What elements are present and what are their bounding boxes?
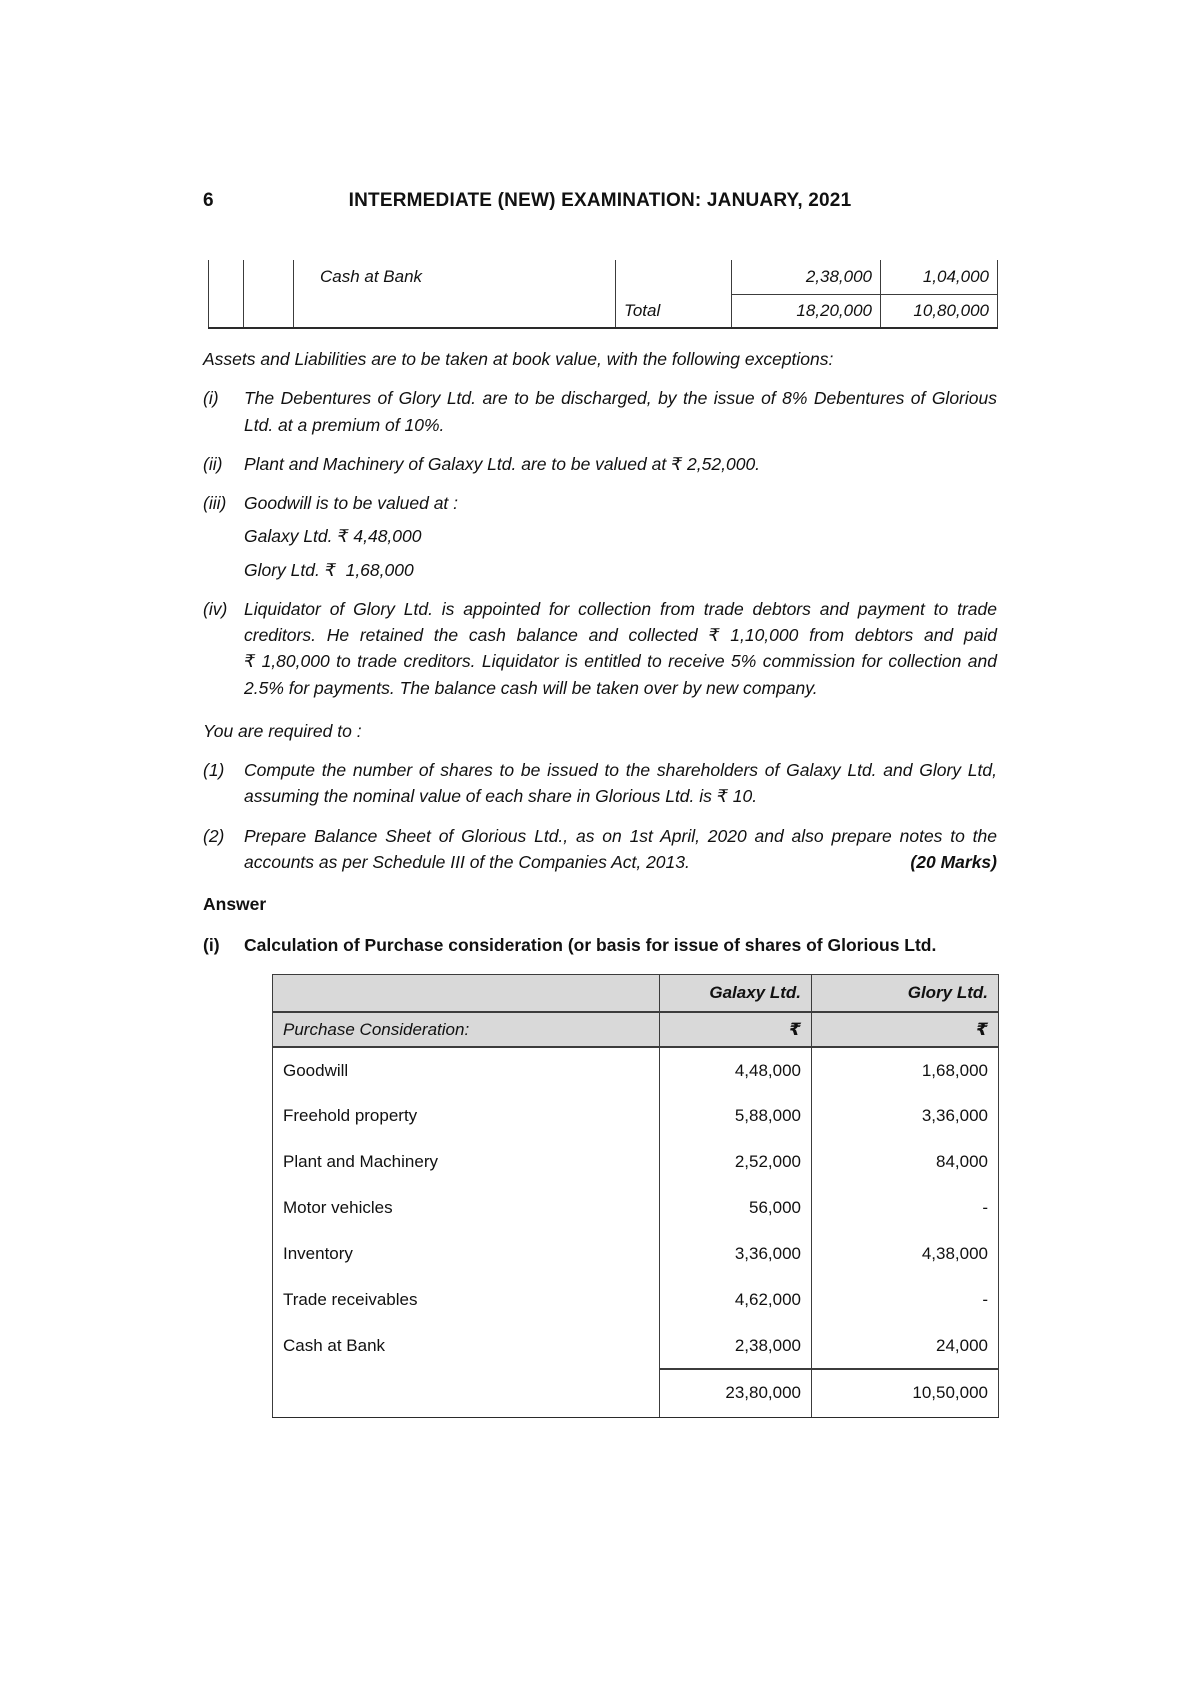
answer-heading	[203, 933, 997, 958]
table-row	[209, 294, 998, 328]
item-cell: Trade receivables	[273, 1277, 660, 1323]
galaxy-value: 4,48,000	[660, 1047, 812, 1093]
table-header-row	[273, 974, 999, 1012]
table-row	[273, 1093, 999, 1139]
list-marker: (ii)	[203, 453, 223, 474]
glory-value: -	[812, 1277, 999, 1323]
table-row	[209, 260, 998, 294]
list-text: The Debentures of Glory Ltd. are to be discharged, by the issue of 8% Debentures of Glorious Ltd. at a premium of 10%.	[244, 388, 997, 435]
empty-cell	[209, 294, 244, 328]
empty-cell	[244, 294, 294, 328]
list-marker: (2)	[203, 825, 225, 846]
item-cell: Plant and Machinery	[273, 1139, 660, 1185]
list-marker: (1)	[203, 760, 225, 780]
list-marker: (iii)	[203, 493, 227, 513]
page-header	[203, 190, 997, 216]
list-marker: (iv)	[203, 598, 228, 619]
goodwill-galaxy-line: Galaxy Ltd. ₹ 4,48,000	[244, 526, 422, 547]
answer-heading-marker: (i)	[203, 935, 220, 955]
continued-balance-table	[208, 260, 998, 329]
page-title: INTERMEDIATE (NEW) EXAMINATION: JANUARY, 2021	[348, 190, 852, 211]
glory-value: 84,000	[812, 1139, 999, 1185]
intro-paragraph: Assets and Liabilities are to be taken at book value, with the following exceptions:	[203, 349, 834, 369]
rupee-sign-galaxy: ₹	[660, 1012, 812, 1047]
purchase-consideration-table	[272, 974, 999, 1418]
list-text: Goodwill is to be valued at :	[244, 493, 459, 513]
list-marker: (i)	[203, 388, 219, 409]
item-cell: Freehold property	[273, 1093, 660, 1139]
total-glory: 10,80,000	[881, 294, 998, 328]
table-row	[273, 1047, 999, 1093]
marks-badge: (20 Marks)	[910, 851, 997, 872]
table-total-row	[273, 1369, 999, 1417]
total-label: Total	[616, 294, 732, 328]
rupee-sign-glory: ₹	[812, 1012, 999, 1047]
galaxy-value: 4,62,000	[660, 1277, 812, 1323]
amount-glory: 1,04,000	[881, 260, 998, 294]
glory-total: 10,50,000	[812, 1369, 999, 1417]
amount-galaxy: 2,38,000	[732, 260, 881, 294]
item-cell: Motor vehicles	[273, 1185, 660, 1231]
item-cell: Inventory	[273, 1231, 660, 1277]
subheader-label: Purchase Consideration:	[273, 1012, 660, 1047]
list-text: Prepare Balance Sheet of Glorious Ltd., as on 1st April, 2020 and also prepare notes to the accounts as per Schedule III of the Companies Act, 2013.	[244, 825, 997, 872]
galaxy-header: Galaxy Ltd.	[660, 974, 812, 1012]
galaxy-value: 56,000	[660, 1185, 812, 1231]
list-item	[203, 451, 997, 477]
table-row	[273, 1139, 999, 1185]
glory-value: 4,38,000	[812, 1231, 999, 1277]
answer-heading-text: Calculation of Purchase consideration (or basis for issue of shares of Glorious Ltd.	[244, 935, 937, 955]
galaxy-value: 3,36,000	[660, 1231, 812, 1277]
empty-cell	[244, 260, 294, 294]
row-label: Cash at Bank	[294, 260, 616, 294]
table-row	[273, 1277, 999, 1323]
empty-header-cell	[273, 974, 660, 1012]
table-row	[273, 1323, 999, 1369]
list-text: Plant and Machinery of Galaxy Ltd. are to be valued at ₹ 2,52,000.	[244, 453, 761, 474]
galaxy-value: 2,52,000	[660, 1139, 812, 1185]
table-row	[273, 1231, 999, 1277]
answer-label: Answer	[203, 894, 267, 914]
table-row	[273, 1185, 999, 1231]
galaxy-value: 2,38,000	[660, 1323, 812, 1369]
glory-value: 1,68,000	[812, 1047, 999, 1093]
galaxy-total: 23,80,000	[660, 1369, 812, 1417]
item-cell: Cash at Bank	[273, 1323, 660, 1369]
glory-value: 3,36,000	[812, 1093, 999, 1139]
empty-cell	[616, 260, 732, 294]
list-item	[203, 490, 997, 516]
list-text: Liquidator of Glory Ltd. is appointed for collection from trade debtors and payment to trade creditors. He retained the cash balance and collected ₹ 1,10,000 from debtors and paid ₹ 1,80,000 to trade creditors. Liquidator is entitled to receive 5% commission for collection and 2.5% for payments. The balance cash will be taken over by new company.	[244, 598, 997, 698]
list-text: Compute the number of shares to be issued to the shareholders of Galaxy Ltd. and Glory Ltd, assuming the nominal value of each share in Glorious Ltd. is ₹ 10.	[244, 760, 997, 807]
item-cell: Goodwill	[273, 1047, 660, 1093]
list-item	[203, 757, 997, 810]
empty-cell	[273, 1369, 660, 1417]
glory-value: -	[812, 1185, 999, 1231]
table-subheader-row	[273, 1012, 999, 1047]
empty-cell	[294, 294, 616, 328]
list-item	[203, 596, 997, 701]
page-number: 6	[203, 190, 214, 211]
list-item	[203, 823, 997, 876]
glory-header: Glory Ltd.	[812, 974, 999, 1012]
list-item	[203, 385, 997, 438]
empty-cell	[209, 260, 244, 294]
galaxy-value: 5,88,000	[660, 1093, 812, 1139]
glory-value: 24,000	[812, 1323, 999, 1369]
required-intro: You are required to :	[203, 720, 362, 741]
goodwill-glory-line: Glory Ltd. ₹ 1,68,000	[244, 559, 414, 580]
total-galaxy: 18,20,000	[732, 294, 881, 328]
